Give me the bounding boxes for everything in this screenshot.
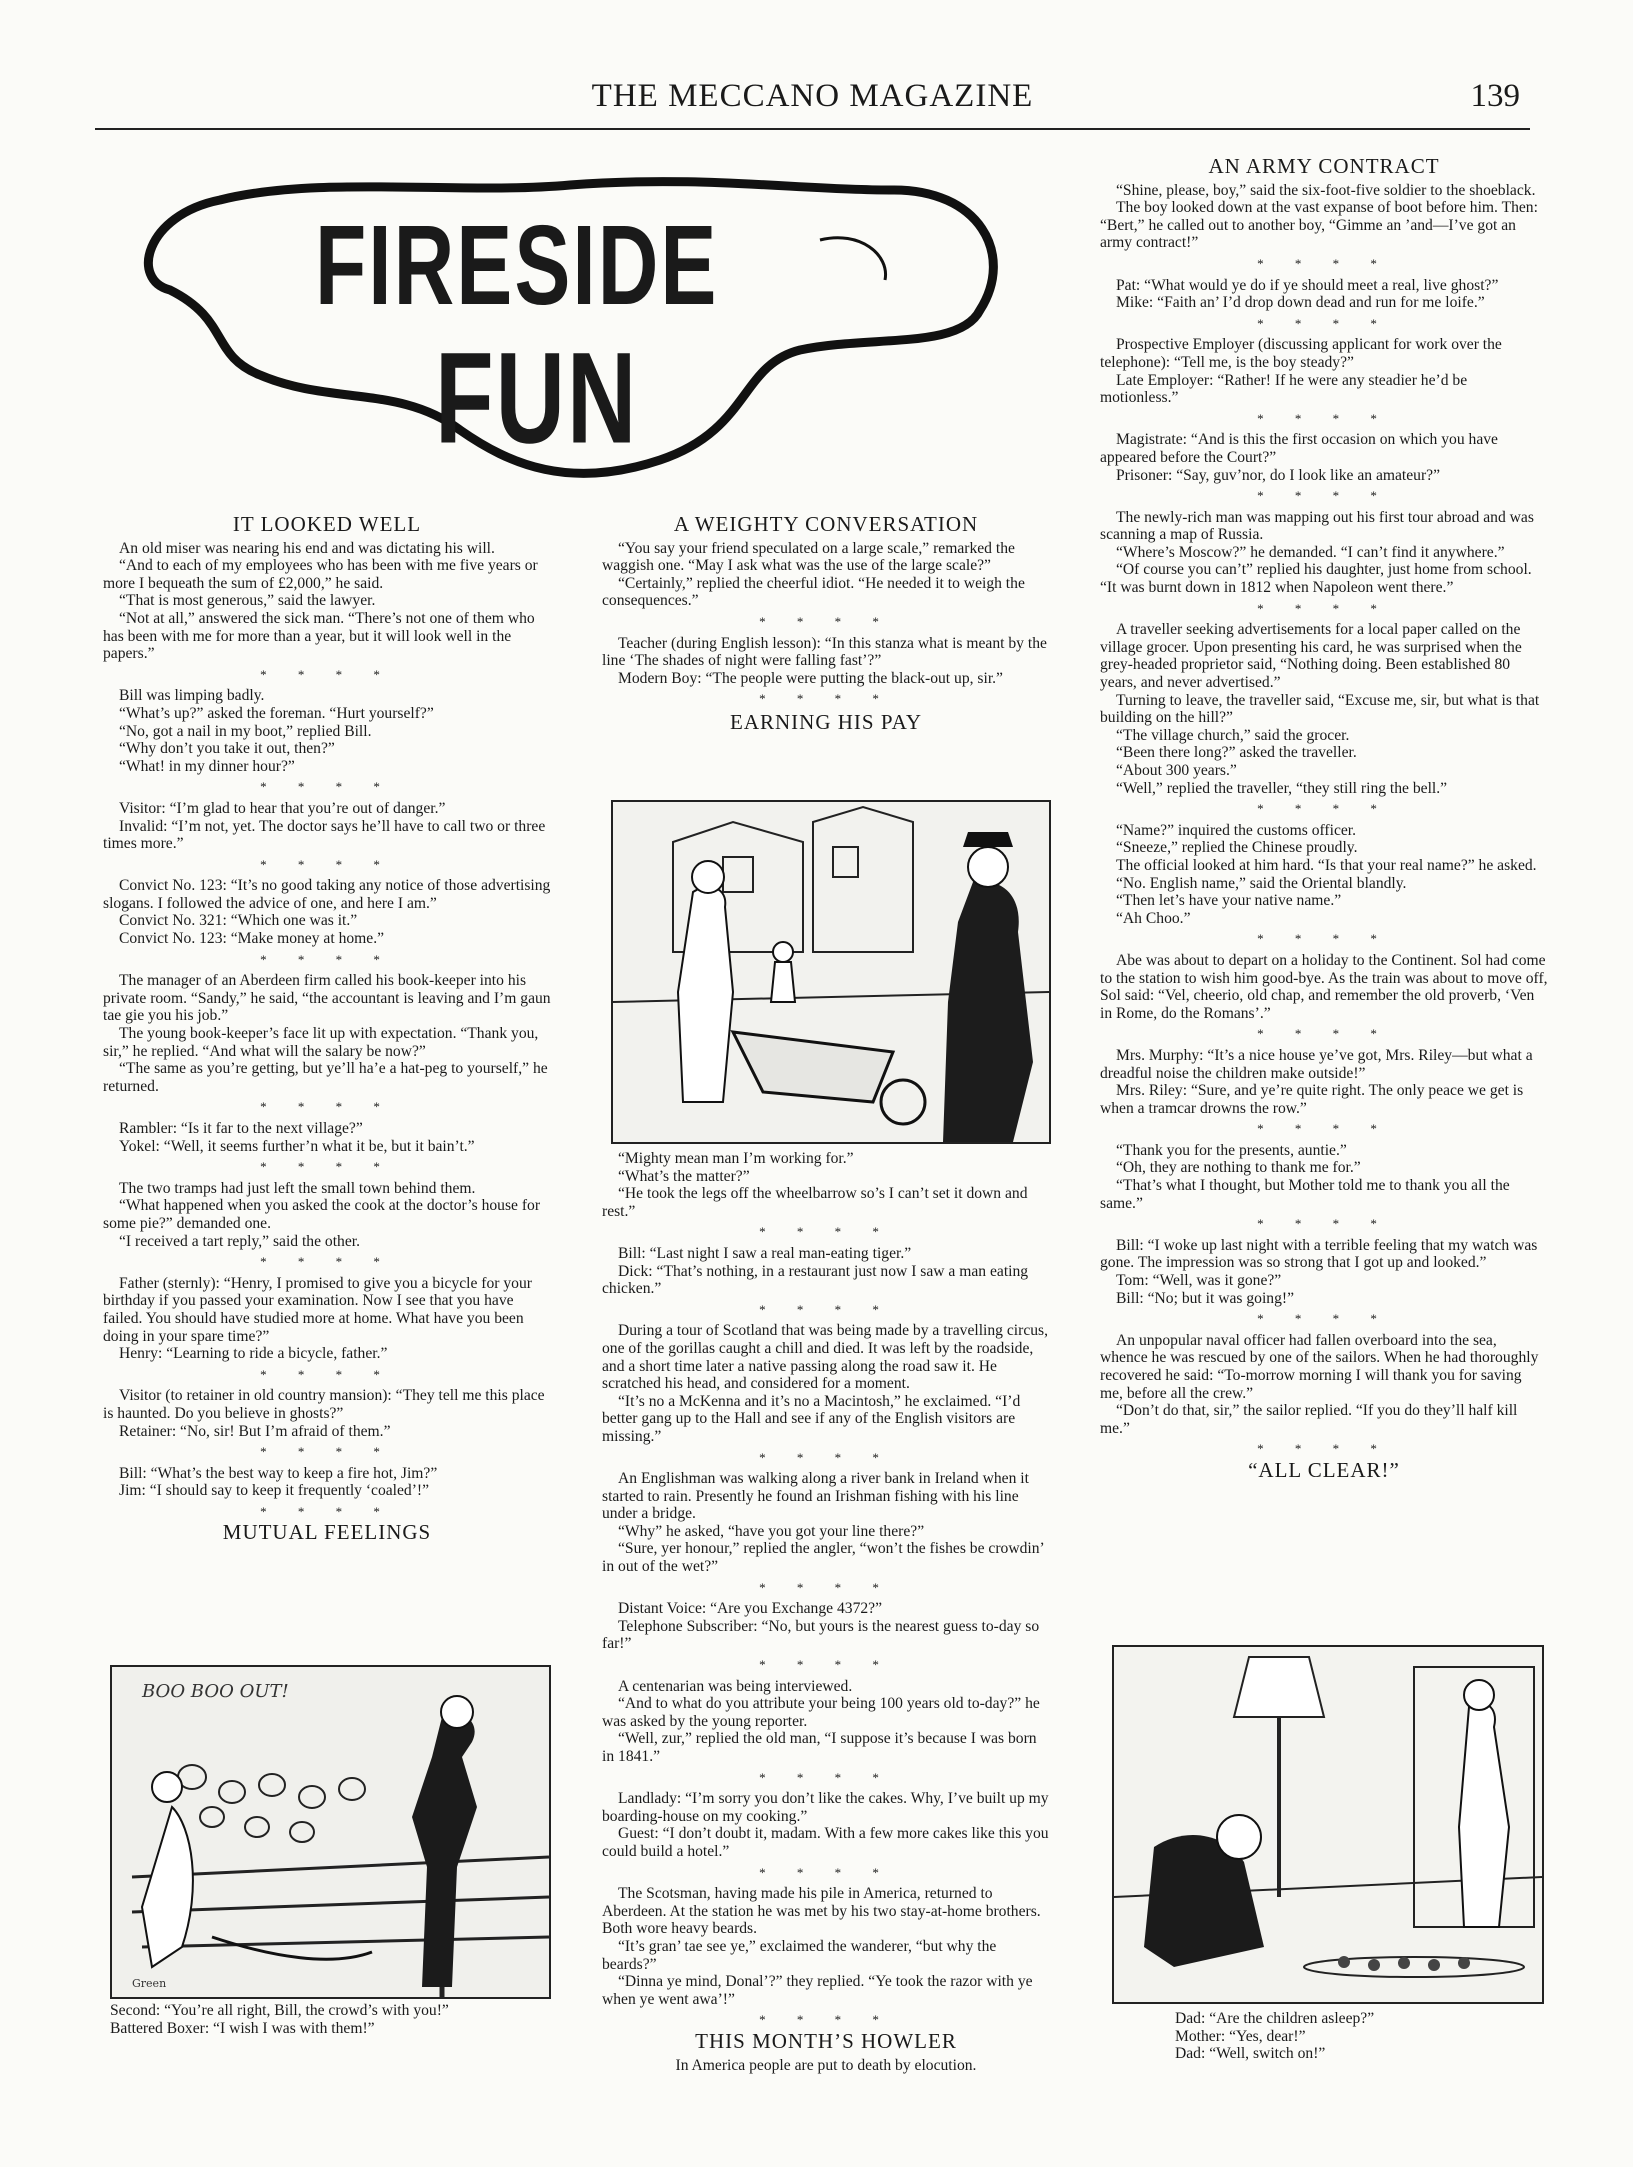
paragraph: “Not at all,” answered the sick man. “There’s not one of them who has been with me for more than a year, but it will look well in the papers.” — [103, 609, 535, 663]
paragraph: Pat: “What would ye do if ye should meet a real, live ghost?” — [1116, 276, 1499, 294]
fireside-fun-logo — [100, 160, 1040, 500]
separator-stars: * * * * — [260, 666, 394, 682]
separator-stars: * * * * — [1257, 1311, 1391, 1327]
column-middle-top-body — [602, 540, 1050, 708]
wheelbarrow-cartoon-illustration — [613, 802, 1049, 1142]
paragraph: Bill: “What’s the best way to keep a fire hot, Jim?” — [119, 1464, 438, 1482]
separator-stars: * * * * — [260, 1366, 394, 1382]
paragraph: Turning to leave, the traveller said, “Excuse me, sir, but what is that building on the hill?” — [1100, 691, 1540, 727]
separator-stars: * * * * — [1257, 1026, 1391, 1042]
section-heading-army-contract: AN ARMY CONTRACT — [1208, 154, 1440, 178]
paragraph: “Well,” replied the traveller, “they still ring the bell.” — [1116, 779, 1448, 797]
paragraph: “That is most generous,” said the lawyer. — [119, 592, 376, 610]
paragraph: “The same as you’re getting, but ye’ll ha’e a hat-peg to yourself,” he returned. — [103, 1060, 548, 1095]
paragraph: “Then let’s have your native name.” — [1116, 892, 1342, 910]
caption-line: Second: “You’re all right, Bill, the crowd’s with you!” — [110, 2002, 449, 2019]
column-right — [1100, 150, 1548, 1486]
crowd-jeer-text: BOO BOO OUT! — [142, 1681, 289, 1702]
cartoon-all-clear — [1112, 1645, 1544, 2004]
paragraph: Jim: “I should say to keep it frequently ‘coaled’!” — [119, 1482, 430, 1500]
paragraph: During a tour of Scotland that was being made by a travelling circus, one of the gorillas caught a chill and died. It was left by the roadside, and a short time later a native passing along the road saw it. He scratched his head, and considered for a moment. — [602, 1322, 1049, 1393]
paragraph: “Oh, they are nothing to thank me for.” — [1116, 1159, 1361, 1177]
separator-stars: * * * * — [1257, 600, 1391, 616]
paragraph: Magistrate: “And is this the first occasion on which you have appeared before the Court?” — [1100, 431, 1498, 466]
paragraph: “Been there long?” asked the traveller. — [1116, 744, 1357, 762]
paragraph: “The village church,” said the grocer. — [1116, 726, 1350, 744]
caption-all-clear — [1175, 2010, 1535, 2063]
paragraph: An Englishman was walking along a river bank in Ireland when it started to rain. Presently he found an Irishman fishing with his line under a bridge. — [602, 1470, 1029, 1523]
paragraph: Teacher (during English lesson): “In this stanza what is meant by the line ‘The shades of night were falling fast’?” — [602, 634, 1047, 670]
magazine-title: THE MECCANO MAGAZINE — [591, 78, 1034, 114]
paragraph: Visitor: “I’m glad to hear that you’re out of danger.” — [119, 799, 446, 817]
paragraph: The boy looked down at the vast expanse of boot before him. Then: “Bert,” he called out to another boy, “Gimme an ’and—I’ve got an army contract!” — [1100, 199, 1538, 252]
separator-stars: * * * * — [260, 951, 394, 967]
separator-stars: * * * * — [759, 691, 893, 707]
separator-stars: * * * * — [759, 2012, 893, 2028]
paragraph: Invalid: “I’m not, yet. The doctor says he’ll have to call two or three times more.” — [103, 817, 546, 853]
paragraph: Yokel: “Well, it seems further’n what it be, but it bain’t.” — [119, 1137, 475, 1155]
separator-stars: * * * * — [260, 1159, 394, 1175]
paragraph: “Mighty mean man I’m working for.” — [618, 1150, 854, 1167]
paragraph: Tom: “Well, was it gone?” — [1116, 1272, 1282, 1290]
separator-stars: * * * * — [759, 613, 893, 629]
separator-stars: * * * * — [1257, 1441, 1391, 1457]
separator-stars: * * * * — [1257, 931, 1391, 947]
paragraph: Distant Voice: “Are you Exchange 4372?” — [618, 1600, 883, 1618]
paragraph: An old miser was nearing his end and was dictating his will. — [119, 539, 495, 557]
paragraph: Guest: “I don’t doubt it, madam. With a few more cakes like this you could build a hotel.” — [602, 1825, 1049, 1860]
cartoon-mutual-feelings — [110, 1665, 551, 1999]
separator-stars: * * * * — [1257, 801, 1391, 817]
paragraph: The young book-keeper’s face lit up with expectation. “Thank you, sir,” he replied. “And what will the salary be now?” — [103, 1025, 539, 1060]
column-left — [103, 508, 551, 1548]
paragraph: “It’s gran’ tae see ye,” exclaimed the wanderer, “but why the beards?” — [602, 1937, 997, 1973]
paragraph: Late Employer: “Rather! If he were any steadier he’d be motionless.” — [1100, 371, 1468, 407]
paragraph: “Name?” inquired the customs officer. — [1116, 821, 1357, 839]
paragraph: “Of course you can’t” replied his daughter, just home from school. “It was burnt down in 1812 when Napoleon went there.” — [1100, 561, 1532, 597]
paragraph: “About 300 years.” — [1116, 762, 1237, 779]
boxing-cartoon-illustration — [112, 1667, 549, 1997]
paragraph: Convict No. 123: “Make money at home.” — [119, 930, 385, 948]
living-room-cartoon-illustration — [1114, 1647, 1542, 2002]
separator-stars: * * * * — [759, 1657, 893, 1673]
paragraph: An unpopular naval officer had fallen overboard into the sea, whence he was rescued by one of the sailors. When he had thoroughly recovered he said: “To-morrow morning I will thank you for saving me, before all the crew.” — [1100, 1331, 1539, 1402]
separator-stars: * * * * — [759, 1449, 893, 1465]
column-left-body — [103, 540, 551, 1521]
paragraph: Mrs. Murphy: “It’s a nice house ye’ve got, Mrs. Riley—but what a dreadful noise the children make outside!” — [1100, 1046, 1533, 1082]
caption-mutual-feelings — [110, 2002, 560, 2037]
section-heading-all-clear: “ALL CLEAR!” — [1248, 1457, 1400, 1482]
paragraph: “Why” he asked, “have you got your line there?” — [618, 1522, 925, 1540]
paragraph: Prospective Employer (discussing applicant for work over the telephone): “Tell me, is the boy steady?” — [1100, 336, 1502, 371]
paragraph: “Shine, please, boy,” said the six-foot-five soldier to the shoeblack. — [1116, 181, 1536, 199]
section-heading-mutual-feelings: MUTUAL FEELINGS — [222, 1520, 432, 1545]
page-header — [95, 70, 1530, 130]
paragraph: Retainer: “No, sir! But I’m afraid of them.” — [119, 1422, 391, 1440]
caption-line: Battered Boxer: “I wish I was with them!” — [110, 2019, 375, 2037]
paragraph: Prisoner: “Say, guv’nor, do I look like an amateur?” — [1116, 466, 1441, 484]
separator-stars: * * * * — [1257, 315, 1391, 331]
caption-line: Dad: “Are the children asleep?” — [1175, 2010, 1375, 2027]
howler-text: In America people are put to death by elocution. — [675, 2056, 977, 2074]
paragraph: “And to each of my employees who has been with me five years or more I bequeath the sum of £2,000,” he said. — [103, 557, 538, 592]
paragraph: “Sneeze,” replied the Chinese proudly. — [1116, 839, 1358, 857]
paragraph: Convict No. 321: “Which one was it.” — [119, 912, 358, 930]
paragraph: Bill: “Last night I saw a real man-eating tiger.” — [618, 1244, 912, 1262]
separator-stars: * * * * — [759, 1224, 893, 1240]
paragraph: Bill was limping badly. — [119, 687, 265, 705]
paragraph: “Don’t do that, sir,” the sailor replied. “If you do they’ll half kill me.” — [1100, 1402, 1518, 1437]
paragraph: “No. English name,” said the Oriental blandly. — [1116, 874, 1407, 892]
caption-line: Mother: “Yes, dear!” — [1175, 2027, 1306, 2045]
column-middle — [602, 508, 1050, 738]
paragraph: Bill: “I woke up last night with a terrible feeling that my watch was gone. The impression was so strong that I got up and looked.” — [1100, 1236, 1538, 1272]
paragraph: Modern Boy: “The people were putting the black-out up, sir.” — [618, 669, 1003, 687]
paragraph: “What’s the matter?” — [618, 1167, 750, 1185]
separator-stars: * * * * — [759, 1864, 893, 1880]
paragraph: “Dinna ye mind, Donal’?” they replied. “Ye took the razor with ye when ye went awa’!” — [602, 1973, 1033, 2008]
paragraph: The newly-rich man was mapping out his first tour abroad and was scanning a map of Russia. — [1100, 508, 1534, 544]
logo-word-fun: FUN — [435, 326, 639, 471]
column-right-body — [1100, 182, 1548, 1458]
section-heading-it-looked-well: IT LOOKED WELL — [232, 512, 422, 536]
paragraph: “I received a tart reply,” said the other. — [119, 1232, 361, 1250]
paragraph: Dick: “That’s nothing, in a restaurant just now I saw a man eating chicken.” — [602, 1262, 1029, 1298]
column-middle-lower — [602, 1150, 1050, 2074]
paragraph: A centenarian was being interviewed. — [618, 1677, 853, 1695]
paragraph: “That’s what I thought, but Mother told me to thank you all the same.” — [1100, 1177, 1510, 1212]
separator-stars: * * * * — [759, 1579, 893, 1595]
paragraph: Father (sternly): “Henry, I promised to give you a bicycle for your birthday if you passed your examination. Now I see that you have failed. You should have studied more at home. What have you been doing in your spare time?” — [103, 1274, 532, 1345]
separator-stars: * * * * — [260, 1254, 394, 1270]
separator-stars: * * * * — [260, 1503, 394, 1519]
separator-stars: * * * * — [1257, 410, 1391, 426]
separator-stars: * * * * — [260, 1444, 394, 1460]
cartoon-earning-his-pay — [611, 800, 1051, 1144]
page-number: 139 — [1470, 78, 1520, 114]
paragraph: The official looked at him hard. “Is that your real name?” he asked. — [1116, 856, 1537, 874]
paragraph: The two tramps had just left the small town behind them. — [119, 1179, 476, 1197]
separator-stars: * * * * — [260, 1099, 394, 1115]
logo-word-fireside: FIRESIDE — [315, 201, 719, 329]
section-heading-weighty-conversation: A WEIGHTY CONVERSATION — [673, 512, 979, 536]
paragraph: “What! in my dinner hour?” — [119, 757, 295, 775]
paragraph: “Why don’t you take it out, then?” — [119, 740, 335, 758]
paragraph: “Well, zur,” replied the old man, “I suppose it’s because I was born in 1841.” — [602, 1730, 1037, 1765]
paragraph: Bill: “No; but it was going!” — [1116, 1289, 1295, 1307]
separator-stars: * * * * — [1257, 1121, 1391, 1137]
paragraph: Visitor (to retainer in old country mansion): “They tell me this place is haunted. Do you believe in ghosts?” — [103, 1387, 545, 1422]
paragraph: Landlady: “I’m sorry you don’t like the cakes. Why, I’ve built up my boarding-house on my cooking.” — [602, 1790, 1049, 1825]
paragraph: “He took the legs off the wheelbarrow so’s I can’t set it down and rest.” — [602, 1185, 1028, 1220]
paragraph: Convict No. 123: “It’s no good taking any notice of those advertising slogans. I followed the advice of one, and here I am.” — [103, 877, 551, 912]
paragraph: A traveller seeking advertisements for a local paper called on the village grocer. Upon presenting his card, he was surprised when the grey-headed proprietor said, “Nothing doing. Been established 80 years, and never advertised.” — [1100, 621, 1522, 692]
separator-stars: * * * * — [759, 1769, 893, 1785]
separator-stars: * * * * — [1257, 255, 1391, 271]
paragraph: “It’s no a McKenna and it’s no a Macintosh,” he exclaimed. “I’d better gang up to the Hall and see if any of the English visitors are missing.” — [602, 1392, 1021, 1445]
paragraph: Mike: “Faith an’ I’d drop down dead and run for me loife.” — [1116, 294, 1485, 312]
paragraph: “You say your friend speculated on a large scale,” remarked the waggish one. “May I ask what was the use of the large scale?” — [602, 539, 1015, 575]
paragraph: Henry: “Learning to ride a bicycle, father.” — [119, 1345, 388, 1363]
paragraph: Telephone Subscriber: “No, but yours is the nearest guess to-day so far!” — [602, 1617, 1040, 1653]
cartoon-signature: Green — [132, 1977, 167, 1990]
caption-line: Dad: “Well, switch on!” — [1175, 2045, 1326, 2063]
paragraph: “And to what do you attribute your being 100 years old to-day?” he was asked by the young reporter. — [602, 1695, 1040, 1730]
paragraph: “No, got a nail in my boot,” replied Bill. — [119, 722, 372, 740]
paragraph: The Scotsman, having made his pile in America, returned to Aberdeen. At the station he was met by his two stay-at-home brothers. Both wore heavy beards. — [602, 1885, 1041, 1938]
paragraph: “Where’s Moscow?” he demanded. “I can’t find it anywhere.” — [1116, 543, 1505, 561]
paragraph: Mrs. Riley: “Sure, and ye’re quite right. The only peace we get is when a tramcar drowns the row.” — [1100, 1082, 1524, 1117]
paragraph: “Ah Choo.” — [1116, 909, 1191, 927]
separator-stars: * * * * — [260, 779, 394, 795]
separator-stars: * * * * — [1257, 488, 1391, 504]
section-heading-earning-his-pay: EARNING HIS PAY — [730, 709, 922, 734]
section-heading-howler: THIS MONTH’S HOWLER — [695, 2028, 957, 2053]
column-middle-bottom-body — [602, 1150, 1050, 2029]
paragraph: “Thank you for the presents, auntie.” — [1116, 1141, 1347, 1159]
paragraph: Rambler: “Is it far to the next village?” — [119, 1120, 363, 1137]
separator-stars: * * * * — [759, 1301, 893, 1317]
paragraph: Abe was about to depart on a holiday to the Continent. Sol had come to the station to wish him good-bye. As the train was about to move off, Sol said: “Vel, cheerio, old chap, and remember the old proverb, ‘Ven in Rome, do the Romans’.” — [1100, 951, 1548, 1022]
paragraph: “What’s up?” asked the foreman. “Hurt yourself?” — [119, 704, 434, 722]
separator-stars: * * * * — [260, 856, 394, 872]
paragraph: “Sure, yer honour,” replied the angler, “won’t the fishes be crowdin’ in out of the wet?” — [602, 1540, 1044, 1576]
paragraph: “Certainly,” replied the cheerful idiot. “He needed it to weigh the consequences.” — [602, 574, 1025, 610]
separator-stars: * * * * — [1257, 1216, 1391, 1232]
paragraph: The manager of an Aberdeen firm called his book-keeper into his private room. “Sandy,” he said, “the accountant is leaving and I’m gaun tae gie you his job.” — [103, 972, 551, 1025]
paragraph: “What happened when you asked the cook at the doctor’s house for some pie?” demanded one. — [103, 1197, 541, 1232]
